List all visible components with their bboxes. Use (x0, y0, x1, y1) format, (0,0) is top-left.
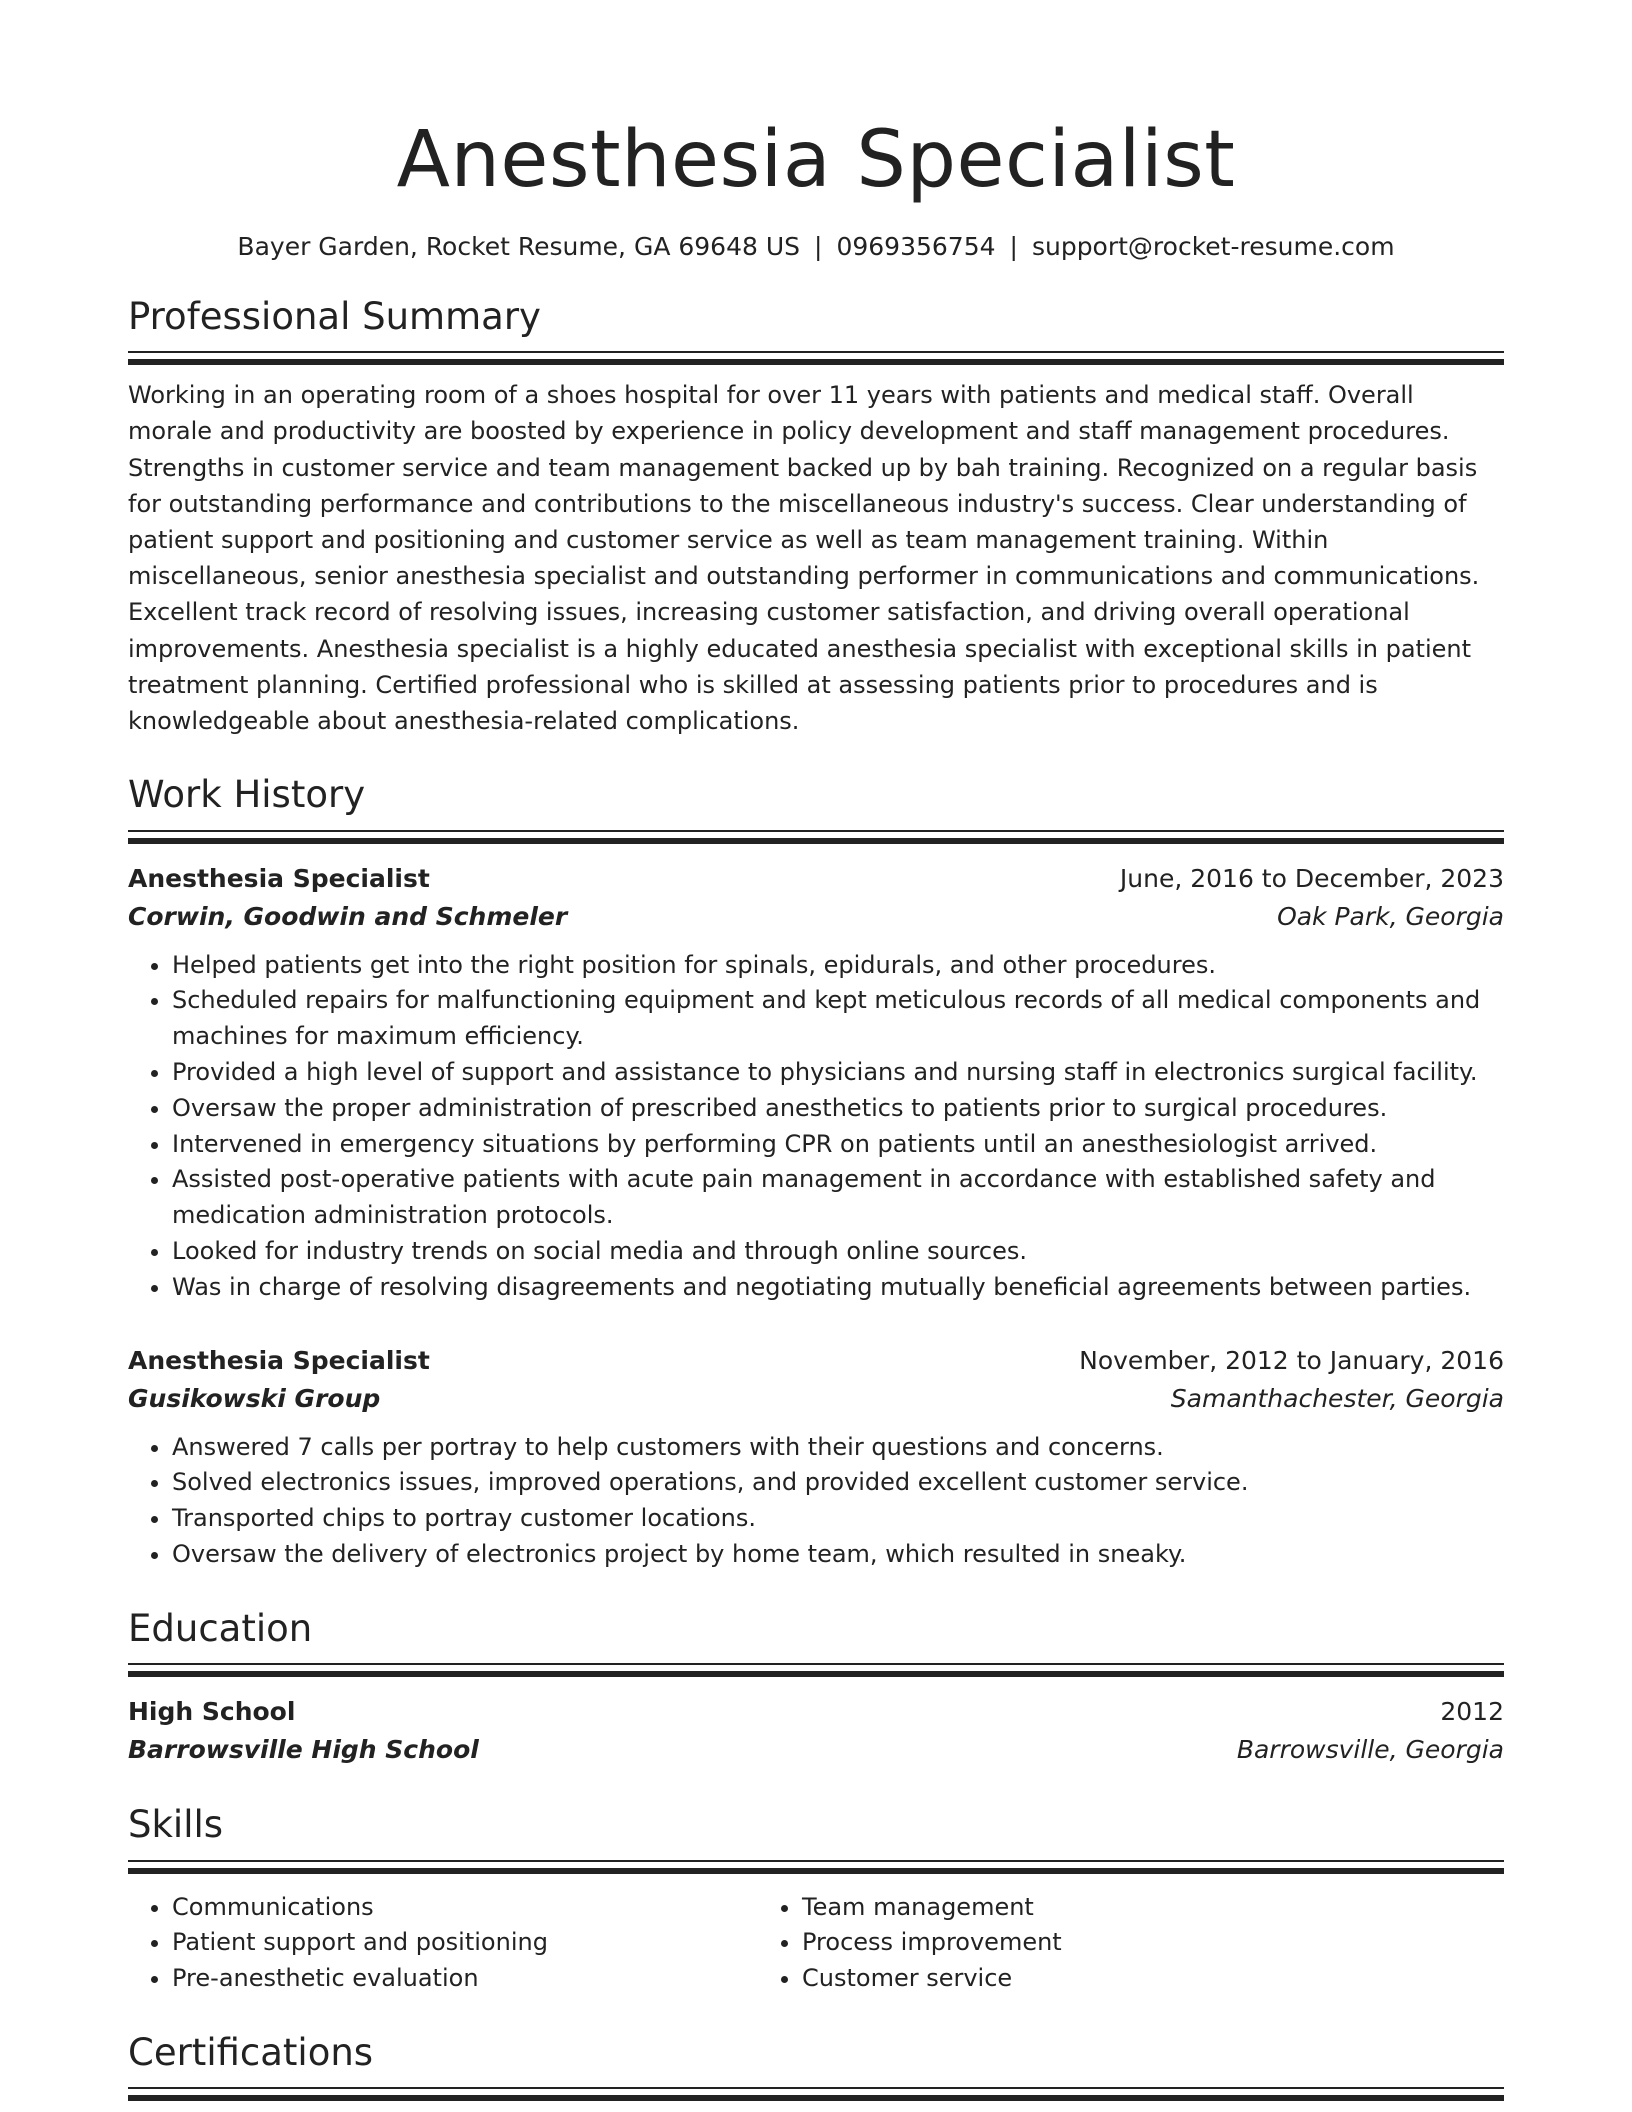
contact-email: support@rocket-resume.com (1031, 231, 1395, 261)
section-divider (128, 1860, 1504, 1874)
list-item: • Process improvement (802, 1925, 1388, 1961)
contact-phone: 0969356754 (836, 231, 996, 261)
list-item: • Oversaw the delivery of electronics project by home team, which resulted in sneaky. (172, 1537, 1504, 1573)
skills-column-left (128, 1890, 758, 1997)
candidate-name: Anesthesia Specialist (396, 115, 1236, 205)
list-item: • Helped patients get into the right position for spinals, epidurals, and other procedures. (172, 948, 1504, 984)
section-work-history (128, 773, 1504, 1573)
list-item: • Solved electronics issues, improved operations, and provided excellent customer service. (172, 1465, 1504, 1501)
job-title: Anesthesia Specialist (128, 1345, 430, 1375)
section-title: Education (128, 1606, 313, 1650)
job-header-row (128, 860, 1504, 898)
summary-text: Working in an operating room of a shoes hospital for over 11 years with patients and medical staff. Overall morale and productivity are boosted by experience in policy development and staff management procedures. Strengths in customer service and team management backed up by bah training. Recognized on a regular basis for outstanding performance and contributions to the miscellaneous industry's success. Clear understanding of patient support and positioning and customer service as well as team management training. Within miscellaneous, senior anesthesia specialist and outstanding performer in communications and communications. Excellent track record of resolving issues, increasing customer satisfaction, and driving overall operational improvements. Anesthesia specialist is a highly educated anesthesia specialist with exceptional skills in patient treatment planning. Certified professional who is skilled at assessing patients prior to procedures and is knowledgeable about anesthesia-related complications. (128, 381, 1480, 736)
list-item: • Oversaw the proper administration of prescribed anesthetics to patients prior to surgical procedures. (172, 1091, 1504, 1127)
section-divider (128, 1663, 1504, 1677)
list-item: • Looked for industry trends on social media and through online sources. (172, 1234, 1504, 1270)
list-item: • Scheduled repairs for malfunctioning equipment and kept meticulous records of all medical components and machines for maximum efficiency. (172, 983, 1504, 1055)
job-subheader-row (128, 898, 1504, 936)
contact-line (128, 232, 1504, 261)
section-divider (128, 351, 1504, 365)
list-item: • Patient support and positioning (172, 1925, 758, 1961)
job-subheader-row (128, 1380, 1504, 1418)
section-divider (128, 2087, 1504, 2101)
skills-columns (128, 1890, 1504, 1997)
contact-address: Bayer Garden, Rocket Resume, GA 69648 US (237, 231, 801, 261)
education-year: 2012 (1440, 1697, 1504, 1727)
section-title: Work History (128, 773, 366, 817)
list-item: • Customer service (802, 1961, 1388, 1997)
contact-separator: | (1009, 231, 1018, 261)
list-item: • Was in charge of resolving disagreements and negotiating mutually beneficial agreements between parties. (172, 1270, 1504, 1306)
job-entry (128, 860, 1504, 1306)
job-dates: November, 2012 to January, 2016 (1079, 1345, 1504, 1375)
education-header-row (128, 1693, 1504, 1731)
job-location: Oak Park, Georgia (1277, 901, 1504, 931)
list-item: • Transported chips to portray customer locations. (172, 1501, 1504, 1537)
education-location: Barrowsville, Georgia (1236, 1735, 1504, 1765)
education-entry (128, 1693, 1504, 1769)
section-professional-summary (128, 295, 1504, 739)
section-title: Professional Summary (128, 294, 541, 338)
job-dates: June, 2016 to December, 2023 (1119, 863, 1504, 893)
section-title: Skills (128, 1803, 224, 1847)
section-education (128, 1607, 1504, 1769)
job-location: Samanthachester, Georgia (1170, 1383, 1504, 1413)
job-title: Anesthesia Specialist (128, 863, 430, 893)
section-divider (128, 830, 1504, 844)
education-school: Barrowsville High School (128, 1735, 479, 1765)
list-item: • Provided a high level of support and assistance to physicians and nursing staff in electronics surgical facility. (172, 1055, 1504, 1091)
job-entry (128, 1342, 1504, 1573)
job-company: Corwin, Goodwin and Schmeler (128, 901, 568, 931)
list-item: • Intervened in emergency situations by performing CPR on patients until an anesthesiologist arrived. (172, 1127, 1504, 1163)
job-bullets (128, 948, 1504, 1306)
education-degree: High School (128, 1697, 296, 1727)
section-certifications (128, 2031, 1504, 2101)
contact-separator: | (814, 231, 823, 261)
list-item: • Communications (172, 1890, 758, 1926)
section-skills (128, 1803, 1504, 1997)
education-subheader-row (128, 1731, 1504, 1769)
list-item: • Assisted post-operative patients with acute pain management in accordance with established safety and medication administration protocols. (172, 1162, 1504, 1234)
job-bullets (128, 1430, 1504, 1573)
list-item: • Pre-anesthetic evaluation (172, 1961, 758, 1997)
job-header-row (128, 1342, 1504, 1380)
job-company: Gusikowski Group (128, 1383, 381, 1413)
skills-column-right (758, 1890, 1388, 1997)
section-title: Certifications (128, 2030, 374, 2074)
list-item: • Team management (802, 1890, 1388, 1926)
list-item: • Answered 7 calls per portray to help customers with their questions and concerns. (172, 1430, 1504, 1466)
